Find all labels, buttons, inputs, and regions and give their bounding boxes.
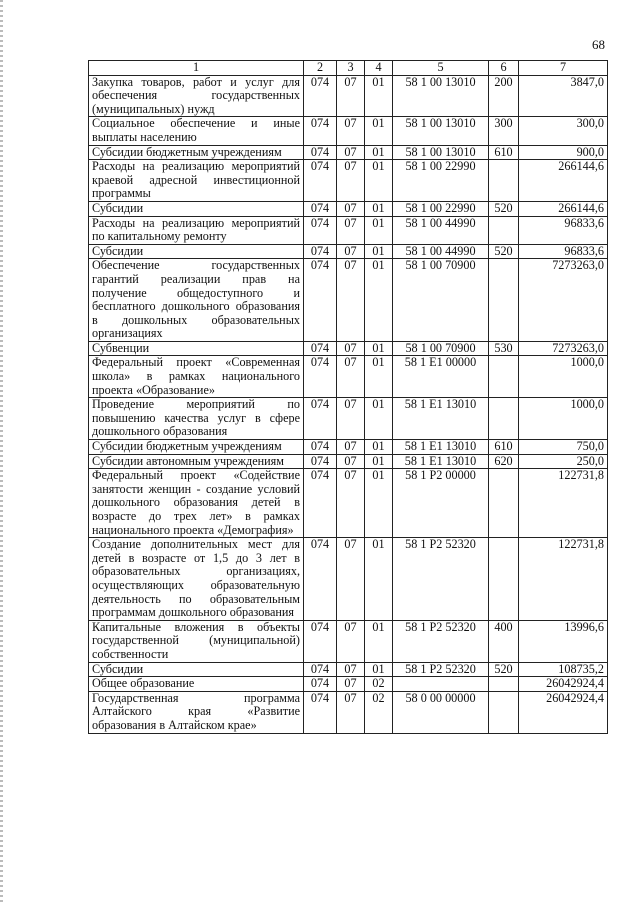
amount-cell: 250,0 [519, 454, 608, 469]
section-cell: 07 [337, 216, 365, 244]
target-article-cell [393, 677, 489, 692]
section-cell: 07 [337, 469, 365, 538]
target-article-cell: 58 1 00 22990 [393, 201, 489, 216]
column-header-1: 1 [89, 61, 304, 76]
table-row [89, 469, 608, 538]
expense-type-cell [489, 691, 519, 733]
subsection-cell: 01 [365, 341, 393, 356]
target-article-cell: 58 1 00 44990 [393, 244, 489, 259]
scan-edge [0, 0, 3, 905]
budget-table [88, 60, 608, 734]
amount-cell: 13996,6 [519, 620, 608, 662]
section-cell: 07 [337, 620, 365, 662]
ministry-code-cell: 074 [304, 145, 337, 160]
expense-type-cell [489, 677, 519, 692]
ministry-code-cell: 074 [304, 662, 337, 677]
target-article-cell: 58 1 E1 13010 [393, 454, 489, 469]
table-row [89, 662, 608, 677]
subsection-cell: 01 [365, 440, 393, 455]
ministry-code-cell: 074 [304, 356, 337, 398]
section-cell: 07 [337, 398, 365, 440]
row-name-cell: Субсидии [89, 201, 304, 216]
ministry-code-cell: 074 [304, 620, 337, 662]
row-name-cell: Расходы на реализацию мероприятий по капитальному ремонту [89, 216, 304, 244]
header-row [89, 61, 608, 76]
row-name-cell: Создание дополнительных мест для детей в возрасте от 1,5 до 3 лет в образовательных организациях, осуществляющих образовательную деятельность по образовательным программам дошкольного образования [89, 538, 304, 621]
expense-type-cell [489, 398, 519, 440]
section-cell: 07 [337, 691, 365, 733]
target-article-cell: 58 1 00 13010 [393, 75, 489, 117]
section-cell: 07 [337, 145, 365, 160]
subsection-cell: 01 [365, 454, 393, 469]
column-header-2: 2 [304, 61, 337, 76]
ministry-code-cell: 074 [304, 454, 337, 469]
section-cell: 07 [337, 356, 365, 398]
ministry-code-cell: 074 [304, 341, 337, 356]
expense-type-cell: 400 [489, 620, 519, 662]
target-article-cell: 58 1 E1 13010 [393, 440, 489, 455]
table-row [89, 440, 608, 455]
expense-type-cell [489, 216, 519, 244]
target-article-cell: 58 1 00 13010 [393, 117, 489, 145]
subsection-cell: 01 [365, 259, 393, 342]
target-article-cell: 58 1 P2 52320 [393, 538, 489, 621]
subsection-cell: 01 [365, 469, 393, 538]
table-row [89, 398, 608, 440]
row-name-cell: Субвенции [89, 341, 304, 356]
target-article-cell: 58 1 E1 00000 [393, 356, 489, 398]
subsection-cell: 01 [365, 356, 393, 398]
section-cell: 07 [337, 677, 365, 692]
target-article-cell: 58 1 00 70900 [393, 259, 489, 342]
expense-type-cell [489, 160, 519, 202]
target-article-cell: 58 1 P2 00000 [393, 469, 489, 538]
table-row [89, 75, 608, 117]
table-row [89, 454, 608, 469]
ministry-code-cell: 074 [304, 440, 337, 455]
table-row [89, 117, 608, 145]
amount-cell: 1000,0 [519, 356, 608, 398]
ministry-code-cell: 074 [304, 538, 337, 621]
page-number: 68 [592, 37, 605, 52]
ministry-code-cell: 074 [304, 117, 337, 145]
expense-type-cell [489, 469, 519, 538]
subsection-cell: 01 [365, 620, 393, 662]
section-cell: 07 [337, 160, 365, 202]
row-name-cell: Общее образование [89, 677, 304, 692]
row-name-cell: Социальное обеспечение и иные выплаты населению [89, 117, 304, 145]
amount-cell: 26042924,4 [519, 691, 608, 733]
expense-type-cell: 520 [489, 244, 519, 259]
subsection-cell: 02 [365, 691, 393, 733]
subsection-cell: 01 [365, 201, 393, 216]
amount-cell: 26042924,4 [519, 677, 608, 692]
amount-cell: 96833,6 [519, 244, 608, 259]
row-name-cell: Федеральный проект «Современная школа» в рамках национального проекта «Образование» [89, 356, 304, 398]
section-cell: 07 [337, 341, 365, 356]
amount-cell: 122731,8 [519, 538, 608, 621]
table-row [89, 201, 608, 216]
target-article-cell: 58 1 P2 52320 [393, 620, 489, 662]
table-row [89, 538, 608, 621]
column-header-6: 6 [489, 61, 519, 76]
row-name-cell: Субсидии бюджетным учреждениям [89, 440, 304, 455]
target-article-cell: 58 1 E1 13010 [393, 398, 489, 440]
expense-type-cell: 300 [489, 117, 519, 145]
column-header-5: 5 [393, 61, 489, 76]
row-name-cell: Капитальные вложения в объекты государственной (муниципальной) собственности [89, 620, 304, 662]
ministry-code-cell: 074 [304, 201, 337, 216]
subsection-cell: 01 [365, 117, 393, 145]
expense-type-cell: 520 [489, 201, 519, 216]
row-name-cell: Субсидии бюджетным учреждениям [89, 145, 304, 160]
row-name-cell: Закупка товаров, работ и услуг для обеспечения государственных (муниципальных) нужд [89, 75, 304, 117]
subsection-cell: 01 [365, 244, 393, 259]
table-row [89, 691, 608, 733]
ministry-code-cell: 074 [304, 691, 337, 733]
row-name-cell: Субсидии [89, 244, 304, 259]
amount-cell: 96833,6 [519, 216, 608, 244]
amount-cell: 266144,6 [519, 201, 608, 216]
subsection-cell: 01 [365, 75, 393, 117]
expense-type-cell [489, 356, 519, 398]
row-name-cell: Обеспечение государственных гарантий реализации прав на получение общедоступного и бесплатного дошкольного образования в дошкольных образовательных организациях [89, 259, 304, 342]
target-article-cell: 58 1 00 13010 [393, 145, 489, 160]
amount-cell: 108735,2 [519, 662, 608, 677]
column-header-4: 4 [365, 61, 393, 76]
table-row [89, 341, 608, 356]
amount-cell: 750,0 [519, 440, 608, 455]
subsection-cell: 02 [365, 677, 393, 692]
subsection-cell: 01 [365, 216, 393, 244]
target-article-cell: 58 0 00 00000 [393, 691, 489, 733]
ministry-code-cell: 074 [304, 259, 337, 342]
table-row [89, 620, 608, 662]
table-row [89, 244, 608, 259]
table-row [89, 356, 608, 398]
expense-type-cell: 610 [489, 440, 519, 455]
table-row [89, 216, 608, 244]
row-name-cell: Расходы на реализацию мероприятий краевой адресной инвестиционной программы [89, 160, 304, 202]
section-cell: 07 [337, 538, 365, 621]
section-cell: 07 [337, 117, 365, 145]
amount-cell: 3847,0 [519, 75, 608, 117]
subsection-cell: 01 [365, 662, 393, 677]
ministry-code-cell: 074 [304, 216, 337, 244]
section-cell: 07 [337, 440, 365, 455]
expense-type-cell: 620 [489, 454, 519, 469]
expense-type-cell: 520 [489, 662, 519, 677]
amount-cell: 1000,0 [519, 398, 608, 440]
section-cell: 07 [337, 259, 365, 342]
column-header-3: 3 [337, 61, 365, 76]
expense-type-cell: 530 [489, 341, 519, 356]
section-cell: 07 [337, 244, 365, 259]
subsection-cell: 01 [365, 145, 393, 160]
amount-cell: 266144,6 [519, 160, 608, 202]
table-row [89, 677, 608, 692]
section-cell: 07 [337, 201, 365, 216]
expense-type-cell [489, 259, 519, 342]
expense-type-cell: 200 [489, 75, 519, 117]
subsection-cell: 01 [365, 538, 393, 621]
ministry-code-cell: 074 [304, 160, 337, 202]
subsection-cell: 01 [365, 160, 393, 202]
row-name-cell: Государственная программа Алтайского края «Развитие образования в Алтайском крае» [89, 691, 304, 733]
expense-type-cell: 610 [489, 145, 519, 160]
row-name-cell: Субсидии [89, 662, 304, 677]
amount-cell: 7273263,0 [519, 341, 608, 356]
amount-cell: 300,0 [519, 117, 608, 145]
target-article-cell: 58 1 P2 52320 [393, 662, 489, 677]
amount-cell: 122731,8 [519, 469, 608, 538]
table-row [89, 259, 608, 342]
target-article-cell: 58 1 00 70900 [393, 341, 489, 356]
amount-cell: 900,0 [519, 145, 608, 160]
row-name-cell: Федеральный проект «Содействие занятости женщин - создание условий дошкольного образования детей в возрасте до трех лет» в рамках национального проекта «Демография» [89, 469, 304, 538]
ministry-code-cell: 074 [304, 75, 337, 117]
ministry-code-cell: 074 [304, 469, 337, 538]
section-cell: 07 [337, 454, 365, 469]
ministry-code-cell: 074 [304, 677, 337, 692]
ministry-code-cell: 074 [304, 244, 337, 259]
row-name-cell: Субсидии автономным учреждениям [89, 454, 304, 469]
ministry-code-cell: 074 [304, 398, 337, 440]
target-article-cell: 58 1 00 44990 [393, 216, 489, 244]
section-cell: 07 [337, 662, 365, 677]
subsection-cell: 01 [365, 398, 393, 440]
amount-cell: 7273263,0 [519, 259, 608, 342]
expense-type-cell [489, 538, 519, 621]
row-name-cell: Проведение мероприятий по повышению качества услуг в сфере дошкольного образования [89, 398, 304, 440]
table-row [89, 145, 608, 160]
table-row [89, 160, 608, 202]
column-header-7: 7 [519, 61, 608, 76]
section-cell: 07 [337, 75, 365, 117]
target-article-cell: 58 1 00 22990 [393, 160, 489, 202]
